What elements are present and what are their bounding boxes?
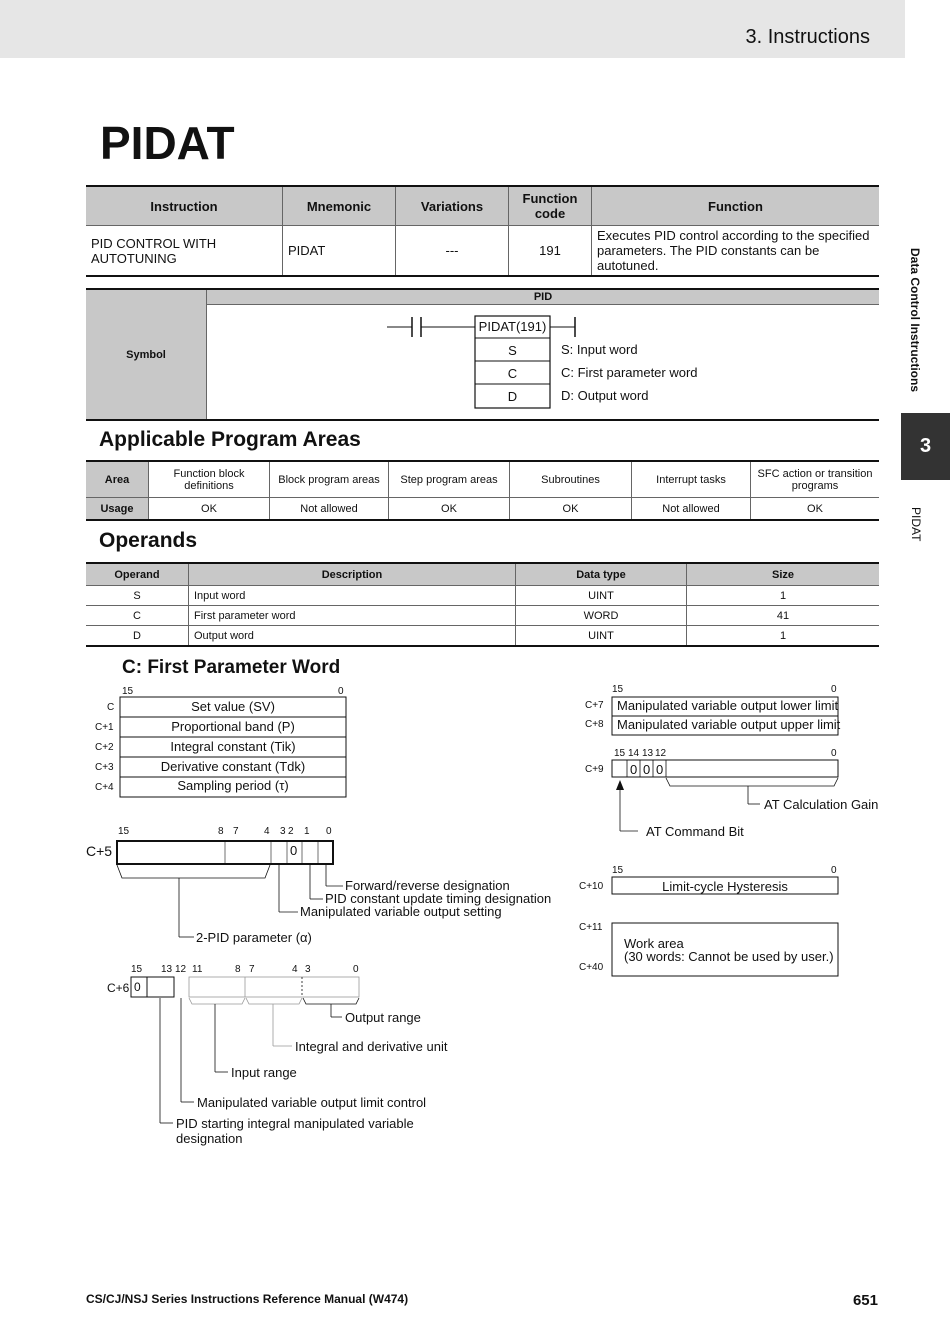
label-forward-reverse: Forward/reverse designation: [345, 878, 510, 893]
c9-bit-12: 12: [655, 748, 667, 759]
r-bit-0: 0: [831, 684, 837, 695]
operands-title: Operands: [99, 529, 198, 552]
addr-c8: C+8: [585, 719, 604, 730]
label-2pid-parameter: 2-PID parameter (α): [196, 930, 312, 945]
header-cell: Function code: [509, 186, 592, 226]
side-section-label: Data Control Instructions: [908, 248, 922, 393]
table-row: [86, 586, 879, 606]
side-chapter-number: 3: [901, 413, 950, 480]
symbol-label: Symbol: [86, 290, 207, 419]
addr-c6: C+6: [107, 981, 130, 995]
c9-zero-12: 0: [656, 762, 664, 777]
c9-bit-13: 13: [642, 748, 654, 759]
addr-c: C: [107, 702, 115, 713]
footer-manual-title: CS/CJ/NSJ Series Instructions Reference Manual (W474): [86, 1292, 409, 1306]
word-limit-cycle-hysteresis: Limit-cycle Hysteresis: [662, 879, 788, 894]
c5-bit-15: 15: [118, 826, 130, 837]
bit-0-label: 0: [338, 686, 344, 697]
header-cell: Variations: [396, 186, 509, 226]
word-integral-constant: Integral constant (Tik): [170, 739, 296, 754]
table-cell: D: [86, 626, 189, 647]
header-cell: Data type: [516, 563, 687, 586]
c5-bit-4: 4: [264, 826, 270, 837]
table-cell: C: [86, 606, 189, 626]
addr-c1: C+1: [95, 722, 114, 733]
c9-bit-0: 0: [831, 748, 837, 759]
side-page-topic: PIDAT: [909, 507, 923, 542]
header-cell: Area: [86, 461, 149, 498]
c10-bit-0: 0: [831, 865, 837, 876]
addr-c11: C+11: [579, 922, 603, 933]
c5-zero: 0: [290, 843, 298, 858]
bit-15-label: 15: [122, 686, 134, 697]
table-cell: Not allowed: [632, 498, 751, 521]
c9-bit-14: 14: [628, 748, 640, 759]
c5-bit-7: 7: [233, 826, 239, 837]
table-cell: First parameter word: [189, 606, 516, 626]
table-cell: Not allowed: [270, 498, 389, 521]
word-derivative-constant: Derivative constant (Tdk): [160, 759, 306, 774]
instruction-table: [86, 185, 879, 277]
table-cell: 41: [687, 606, 880, 626]
operand-c: C: [507, 366, 518, 381]
chapter-title: 3. Instructions: [745, 26, 870, 48]
word-proportional-band: Proportional band (P): [171, 719, 295, 734]
desc-s: S: Input word: [561, 342, 638, 357]
c9-zero-13: 0: [643, 762, 651, 777]
label-pid-update-timing: PID constant update timing designation: [325, 891, 552, 906]
table-row: [86, 606, 879, 626]
table-cell: OK: [751, 498, 880, 521]
applicable-areas-title: Applicable Program Areas: [99, 428, 361, 451]
header-cell: Description: [189, 563, 516, 586]
label-pid-starting-integral: PID starting integral manipulated variable designation: [176, 1116, 414, 1146]
header-cell: Operand: [86, 563, 189, 586]
c6-zero: 0: [134, 980, 141, 994]
c6-bit-8: 8: [235, 964, 241, 975]
table-cell: 191: [509, 226, 592, 277]
c6-bit-11: 11: [192, 964, 203, 975]
table-cell: UINT: [516, 626, 687, 647]
table-cell: Usage: [86, 498, 149, 521]
applicable-areas-table: [86, 460, 879, 521]
word-mv-lower-limit: Manipulated variable output lower limit: [617, 698, 839, 713]
label-at-command-bit: AT Command Bit: [646, 824, 744, 839]
desc-c: C: First parameter word: [561, 365, 698, 380]
c5-bit-3: 3: [280, 826, 286, 837]
header-cell: Size: [687, 563, 880, 586]
header-cell: Instruction: [86, 186, 283, 226]
word-sampling-period: Sampling period (τ): [177, 778, 289, 793]
page-title: PIDAT: [100, 117, 235, 169]
c6-bit-0: 0: [353, 964, 359, 975]
label-mv-output-setting: Manipulated variable output setting: [300, 904, 502, 919]
addr-c5: C+5: [86, 843, 113, 859]
table-cell: Executes PID control according to the specified parameters. The PID constants can be autotuned.: [592, 226, 880, 277]
operands-table: [86, 562, 879, 647]
symbol-box: [86, 288, 879, 421]
work-area-note: (30 words: Cannot be used by user.): [624, 949, 834, 964]
table-cell: OK: [510, 498, 632, 521]
addr-c10: C+10: [579, 881, 604, 892]
table-cell: ---: [396, 226, 509, 277]
label-mv-limit-control: Manipulated variable output limit control: [197, 1095, 427, 1110]
operand-s: S: [508, 343, 517, 358]
table-cell: PID CONTROL WITH AUTOTUNING: [86, 226, 283, 277]
symbol-header: PID: [207, 290, 879, 305]
addr-c4: C+4: [95, 782, 114, 793]
c5-bit-8: 8: [218, 826, 224, 837]
footer-page-number: 651: [852, 1292, 878, 1309]
addr-c9: C+9: [585, 764, 604, 775]
header-cell: Block program areas: [270, 461, 389, 498]
table-row: [86, 626, 879, 647]
table-cell: Input word: [189, 586, 516, 606]
c6-bit-12: 12: [175, 964, 187, 975]
label-at-calculation-gain: AT Calculation Gain: [764, 797, 879, 812]
addr-c7: C+7: [585, 700, 604, 711]
desc-d: D: Output word: [561, 388, 649, 403]
header-cell: Interrupt tasks: [632, 461, 751, 498]
c5-bit-1: 1: [304, 826, 310, 837]
r-bit-15: 15: [612, 684, 624, 695]
word-set-value: Set value (SV): [191, 699, 275, 714]
table-cell: S: [86, 586, 189, 606]
c9-bit-15: 15: [614, 748, 626, 759]
header-cell: Function: [592, 186, 880, 226]
param-word-title: C: First Parameter Word: [122, 657, 341, 678]
c5-bit-2: 2: [288, 826, 294, 837]
header-cell: SFC action or transition programs: [751, 461, 880, 498]
work-area-title: Work area: [624, 936, 684, 951]
table-cell: 1: [687, 586, 880, 606]
addr-c2: C+2: [95, 742, 114, 753]
word-mv-upper-limit: Manipulated variable output upper limit: [617, 717, 841, 732]
block-title: PIDAT(191): [478, 319, 547, 334]
table-cell: PIDAT: [283, 226, 396, 277]
addr-c40: C+40: [579, 962, 604, 973]
c6-bit-3: 3: [305, 964, 311, 975]
operand-d: D: [507, 389, 518, 404]
header-cell: Function block definitions: [149, 461, 270, 498]
table-cell: UINT: [516, 586, 687, 606]
c5-bit-0: 0: [326, 826, 332, 837]
c6-bit-15: 15: [131, 964, 143, 975]
label-integral-derivative-unit: Integral and derivative unit: [295, 1039, 448, 1054]
header-cell: Mnemonic: [283, 186, 396, 226]
c6-bit-4: 4: [292, 964, 298, 975]
addr-c3: C+3: [95, 762, 114, 773]
c6-bit-13: 13: [161, 964, 173, 975]
label-output-range: Output range: [345, 1010, 421, 1025]
table-cell: 1: [687, 626, 880, 647]
header-cell: Step program areas: [389, 461, 510, 498]
c10-bit-15: 15: [612, 865, 624, 876]
c9-zero-14: 0: [630, 762, 638, 777]
label-input-range: Input range: [231, 1065, 297, 1080]
table-cell: OK: [149, 498, 270, 521]
c6-bit-7: 7: [249, 964, 255, 975]
header-cell: Subroutines: [510, 461, 632, 498]
table-cell: WORD: [516, 606, 687, 626]
table-cell: OK: [389, 498, 510, 521]
table-cell: Output word: [189, 626, 516, 647]
